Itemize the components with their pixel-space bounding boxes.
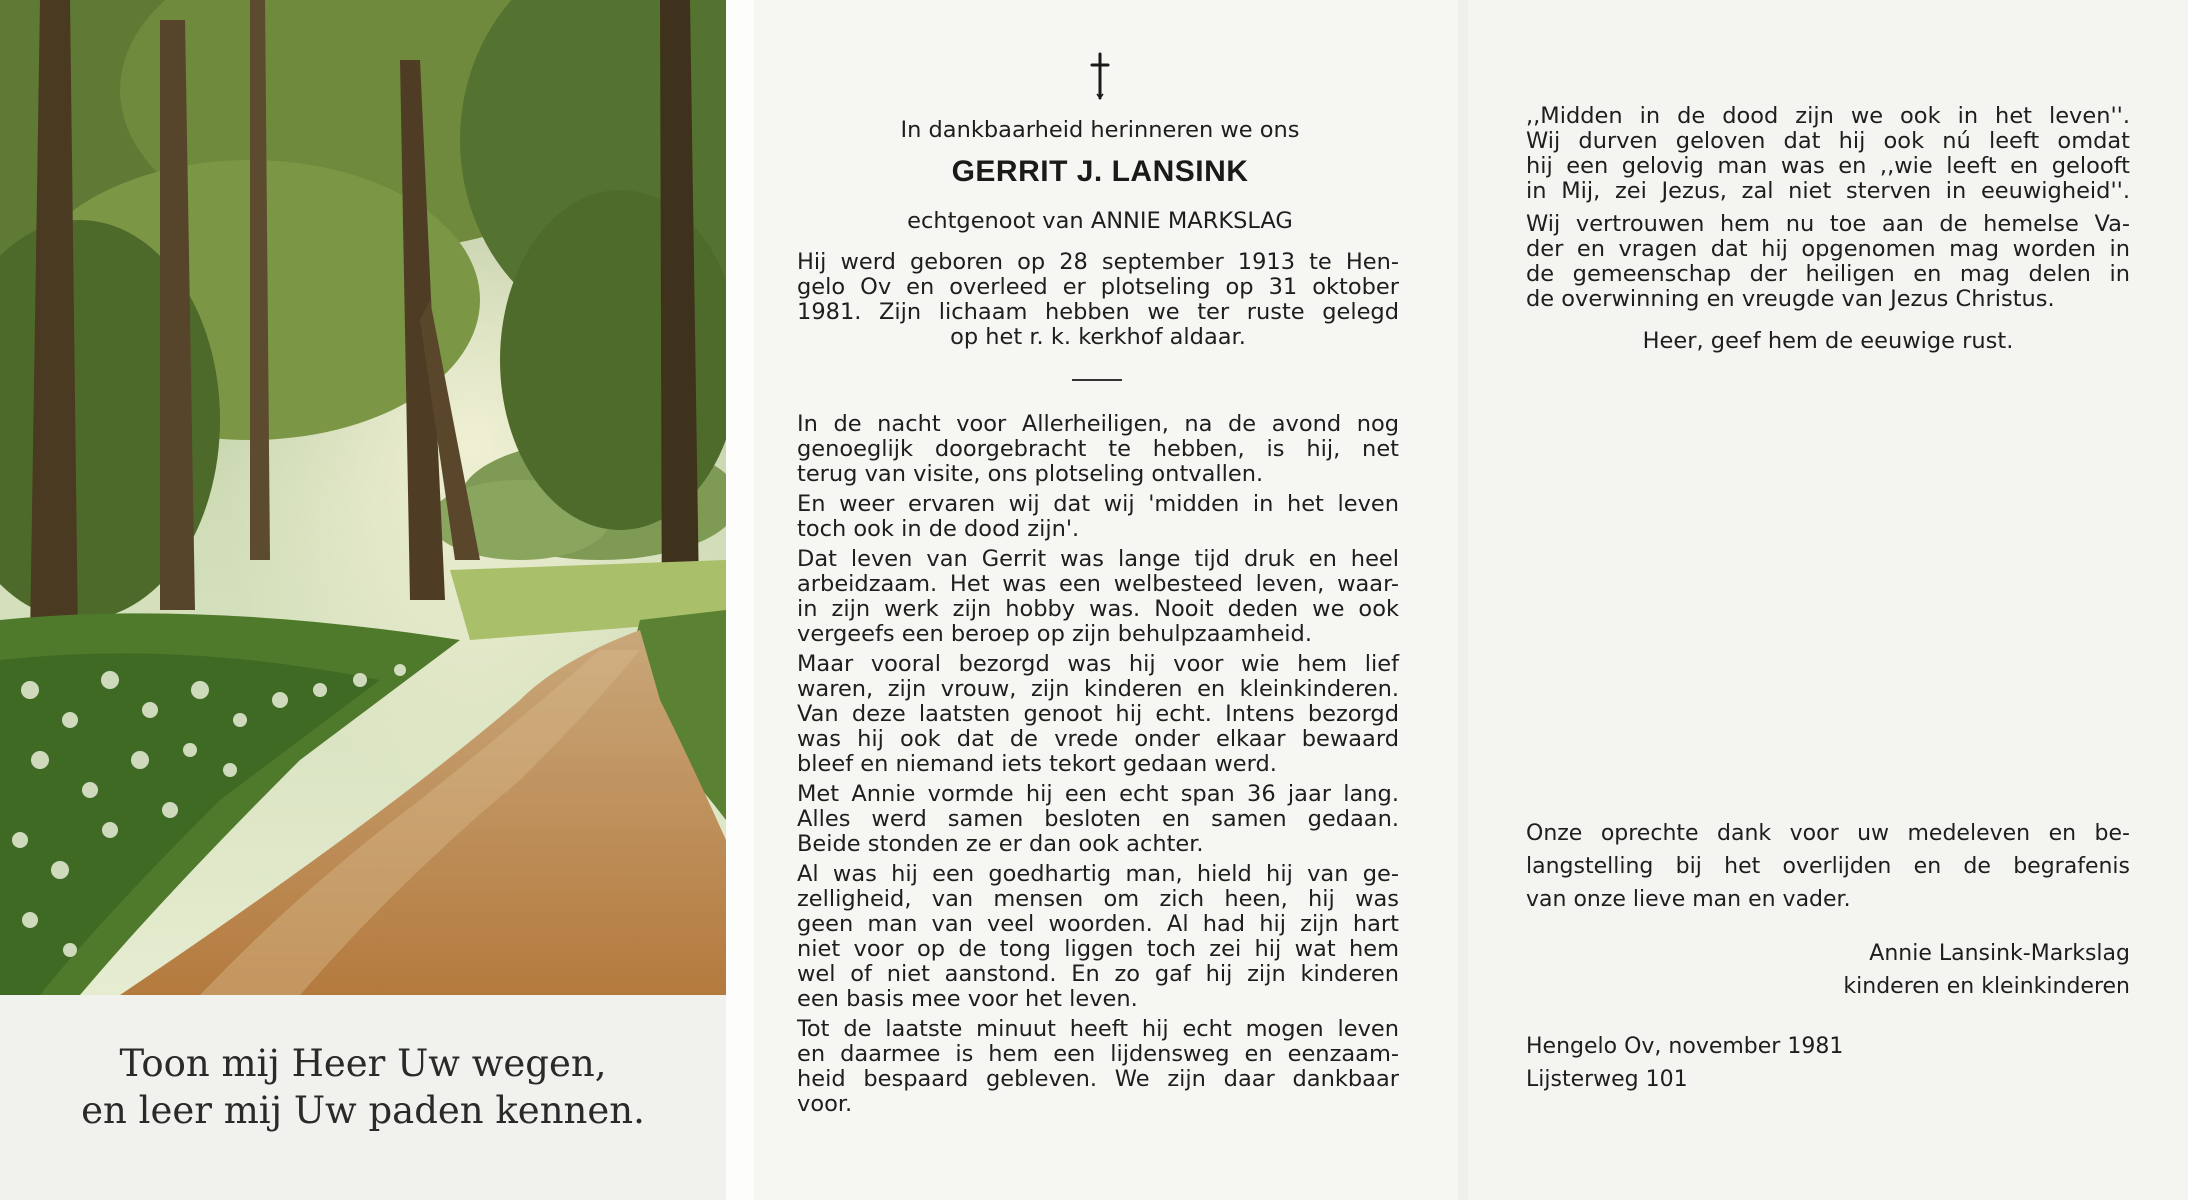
card-front-panel bbox=[0, 0, 726, 1200]
deceased-name: GERRIT J. LANSINK bbox=[951, 155, 1249, 188]
text-line: heid bespaard gebleven. We zijn daar dankbaar bbox=[797, 1066, 1399, 1092]
prayer-line: Heer, geef hem de eeuwige rust. bbox=[1642, 328, 2014, 354]
text-line: terug van visite, ons plotseling ontvallen. bbox=[797, 461, 1264, 487]
intro-text: In dankbaarheid herinneren we ons bbox=[900, 117, 1300, 143]
text-line: der en vragen dat hij opgenomen mag worden in bbox=[1526, 236, 2130, 262]
text-line: ,,Midden in de dood zijn we ook in het leven''. bbox=[1526, 103, 2130, 129]
text-line: Wij vertrouwen hem nu toe aan de hemelse Va- bbox=[1526, 211, 2130, 237]
landscape-photo bbox=[0, 0, 726, 995]
text-line: geen man van veel woorden. Al had hij zijn hart bbox=[797, 911, 1399, 937]
text-line: voor. bbox=[797, 1091, 853, 1117]
paragraph bbox=[797, 547, 1399, 647]
paragraph bbox=[797, 412, 1399, 487]
caption-line: Toon mij Heer Uw wegen, bbox=[119, 1042, 607, 1085]
caption-line: en leer mij Uw paden kennen. bbox=[81, 1089, 645, 1132]
text-line: van onze lieve man en vader. bbox=[1526, 887, 1851, 912]
paragraph bbox=[797, 1017, 1399, 1117]
text-line: waren, zijn vrouw, zijn kinderen en kleinkinderen. bbox=[797, 676, 1399, 702]
birth-death-text bbox=[797, 250, 1399, 350]
signature-line: kinderen en kleinkinderen bbox=[1843, 974, 2130, 999]
text-line: hij een gelovig man was en ,,wie leeft en gelooft bbox=[1526, 153, 2130, 179]
text-line: arbeidzaam. Het was een welbesteed leven, waar- bbox=[797, 571, 1399, 597]
text-line: was hij ook dat de vrede onder elkaar bewaard bbox=[797, 726, 1399, 752]
text-line: langstelling bij het overlijden en de begrafenis bbox=[1526, 854, 2130, 879]
text-line: zelligheid, van mensen om zich heen, hij was bbox=[797, 886, 1399, 912]
spouse-text: echtgenoot van ANNIE MARKSLAG bbox=[907, 208, 1293, 234]
text-line: niet voor op de tong liggen toch zei hij wat hem bbox=[797, 936, 1399, 962]
scripture-caption bbox=[0, 1040, 726, 1134]
text-line: genoeglijk doorgebracht te hebben, is hij, net bbox=[797, 436, 1399, 462]
text-line: en daarmee is hem een lijdensweg en eenzaam- bbox=[797, 1041, 1399, 1067]
text-line: in Mij, zei Jezus, zal niet sterven in eeuwigheid''. bbox=[1526, 178, 2130, 204]
text-line: een basis mee voor het leven. bbox=[797, 986, 1138, 1012]
street-address: Lijsterweg 101 bbox=[1526, 1067, 1688, 1092]
paragraph bbox=[1526, 104, 2130, 204]
birth-line: Hij werd geboren op 28 september 1913 te Hen- bbox=[797, 249, 1399, 275]
faith-text bbox=[1526, 104, 2130, 320]
family-signature bbox=[1700, 937, 2130, 1003]
text-line: bleef en niemand iets tekort gedaan werd. bbox=[797, 751, 1277, 777]
text-line: wel of niet aanstond. En zo gaf hij zijn kinderen bbox=[797, 961, 1399, 987]
text-line: toch ook in de dood zijn'. bbox=[797, 516, 1080, 542]
birth-line: 1981. Zijn lichaam hebben we ter ruste gelegd bbox=[797, 299, 1399, 325]
biography-text bbox=[797, 412, 1399, 1122]
text-line: Dat leven van Gerrit was lange tijd druk en heel bbox=[797, 546, 1399, 572]
paragraph bbox=[797, 652, 1399, 777]
paragraph bbox=[1526, 212, 2130, 312]
birth-line: gelo Ov en overleed er plotseling op 31 oktober bbox=[797, 274, 1399, 300]
place-date: Hengelo Ov, november 1981 bbox=[1526, 1034, 1844, 1059]
signature-line: Annie Lansink-Markslag bbox=[1869, 941, 2130, 966]
text-line: Onze oprechte dank voor uw medeleven en be- bbox=[1526, 821, 2130, 846]
text-line: Beide stonden ze er dan ook achter. bbox=[797, 831, 1204, 857]
text-line: Tot de laatste minuut heeft hij echt mogen leven bbox=[797, 1016, 1399, 1042]
text-line: de gemeenschap der heiligen en mag delen in bbox=[1526, 261, 2130, 287]
divider bbox=[1072, 379, 1122, 381]
text-line: Alles werd samen besloten en samen gedaan. bbox=[797, 806, 1399, 832]
text-line: In de nacht voor Allerheiligen, na de avond nog bbox=[797, 411, 1399, 437]
text-line: Van deze laatsten genoot hij echt. Intens bezorgd bbox=[797, 701, 1399, 727]
text-line: Maar vooral bezorgd was hij voor wie hem lief bbox=[797, 651, 1399, 677]
paragraph bbox=[797, 862, 1399, 1012]
cross-icon bbox=[1085, 52, 1115, 100]
birth-line: op het r. k. kerkhof aldaar. bbox=[950, 324, 1246, 350]
fold-gap bbox=[1458, 0, 1468, 1200]
text-line: Al was hij een goedhartig man, hield hij van ge- bbox=[797, 861, 1399, 887]
text-line: vergeefs een beroep op zijn behulpzaamheid. bbox=[797, 621, 1312, 647]
fold-gap bbox=[726, 0, 754, 1200]
text-line: in zijn werk zijn hobby was. Nooit deden we ook bbox=[797, 596, 1399, 622]
text-line: En weer ervaren wij dat wij 'midden in het leven bbox=[797, 491, 1399, 517]
text-line: de overwinning en vreugde van Jezus Christus. bbox=[1526, 286, 2055, 312]
thanks-text bbox=[1526, 817, 2130, 916]
paragraph bbox=[797, 492, 1399, 542]
text-line: Wij durven geloven dat hij ook nú leeft omdat bbox=[1526, 128, 2130, 154]
address-block bbox=[1526, 1030, 1926, 1096]
paragraph bbox=[797, 782, 1399, 857]
text-line: Met Annie vormde hij een echt span 36 jaar lang. bbox=[797, 781, 1399, 807]
